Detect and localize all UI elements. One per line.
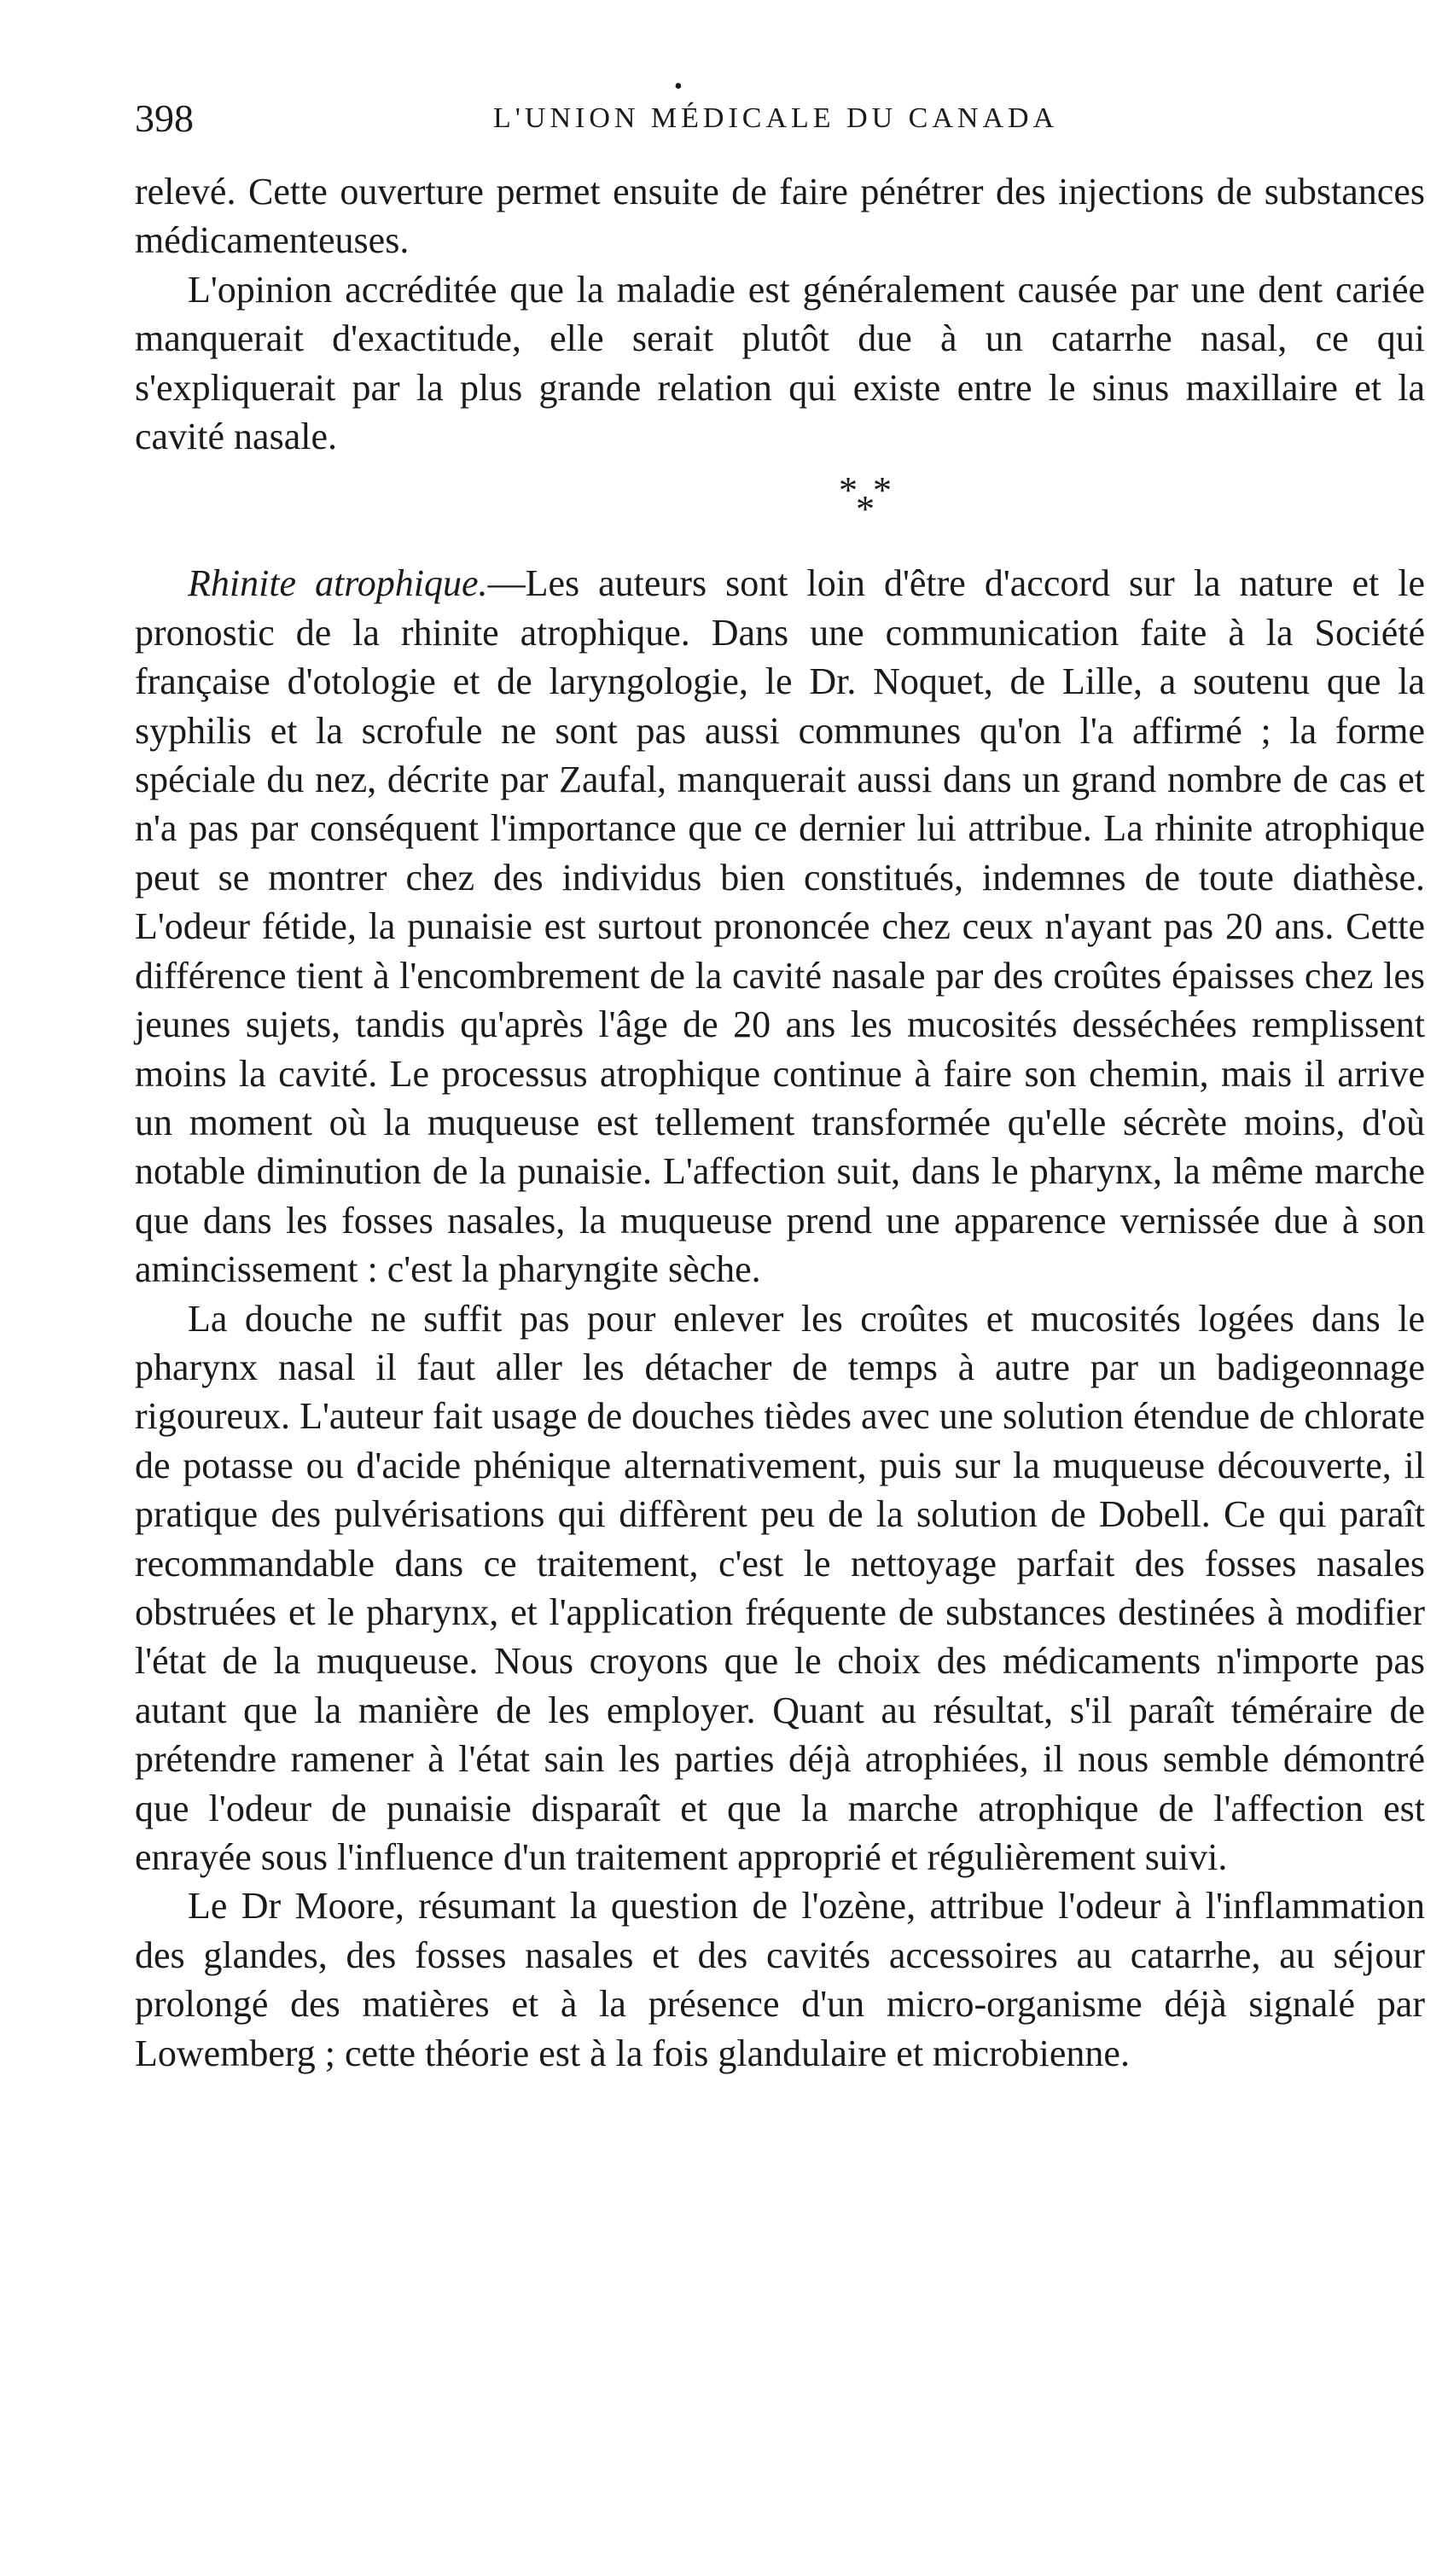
paragraph-continuation: relevé. Cette ouverture permet ensuite de faire pénétrer des injections de substances médicamenteuses. [135, 171, 1425, 262]
running-title: L'UNION MÉDICALE DU CANADA [493, 102, 1059, 134]
page-number: 398 [135, 96, 194, 140]
paragraph-rhinite-body: —Les auteurs sont loin d'être d'accord sur la nature et le pronostic de la rhinite atrophique. Dans une communication faite à la Société française d'otologie et de laryngologie, le Dr. Noquet, de Lille, a soutenu que la syphilis et la scrofule ne sont pas aussi communes qu'on l'a affirmé ; la forme spéciale du nez, décrite par Zaufal, manquerait aussi dans un grand nombre de cas et n'a pas par conséquent l'importance que ce dernier lui attribue. La rhinite atrophique peut se montrer chez des individus bien constitués, indemnes de toute diathèse. L'odeur fétide, la punaisie est surtout prononcée chez ceux n'ayant pas 20 ans. Cette différence tient à l'encombrement de la cavité nasale par des croûtes épaisses chez les jeunes sujets, tandis qu'après l'âge de 20 ans les mucosités desséchées remplissent moins la cavité. Le processus atrophique continue à faire son chemin, mais il arrive un moment où la muqueuse est tellement transformée qu'elle sécrète moins, d'où notable diminution de la punaisie. L'affection suit, dans le pharynx, la même marche que dans les fosses nasales, la muqueuse prend une apparence vernissée due à son amincissement : c'est la pharyngite sèche. [135, 562, 1425, 1291]
section-separator [135, 461, 1425, 559]
page-header [135, 73, 1432, 145]
header-ornament: • [674, 73, 683, 100]
section-run-in-heading: Rhinite atrophique. [188, 562, 488, 605]
paragraph-sinus-opinion: L'opinion accréditée que la maladie est généralement causée par une dent cariée manquerait d'exactitude, elle serait plutôt due à un catarrhe nasal, ce qui s'expliquerait par la plus grande relation qui existe entre le sinus maxillaire et la cavité nasale. [135, 268, 1425, 458]
paragraph-rhinite-atrophique [135, 559, 1425, 1294]
paragraph-dr-moore: Le Dr Moore, résumant la question de l'ozène, attribue l'odeur à l'inflammation des glandes, des fosses nasales et des cavités accessoires au catarrhe, au séjour prolongé des matières et à la présence d'un micro-organisme déjà signalé par Lowemberg ; cette théorie est à la fois glandulaire et microbienne. [135, 1885, 1425, 2074]
separator-star: * [839, 469, 858, 512]
separator-star: * [856, 488, 875, 531]
body-text [135, 167, 1425, 2078]
paragraph-treatment: La douche ne suffit pas pour enlever les croûtes et mucosités logées dans le pharynx nasal il faut aller les détacher de temps à autre par un badigeonnage rigoureux. L'auteur fait usage de douches tièdes avec une solution étendue de chlorate de potasse ou d'acide phénique alternativement, puis sur la muqueuse découverte, il pratique des pulvérisations qui diffèrent peu de la solution de Dobell. Ce qui paraît recommandable dans ce traitement, c'est le nettoyage parfait des fosses nasales obstruées et le pharynx, et l'application fréquente de substances destinées à modifier l'état de la muqueuse. Nous croyons que le choix des médicaments n'importe pas autant que la manière de les employer. Quant au résultat, s'il paraît téméraire de prétendre ramener à l'état sain les parties déjà atrophiées, il nous semble démontré que l'odeur de punaisie disparaît et que la marche atrophique de l'affection est enrayée sous l'influence d'un traitement approprié et régulièrement suivi. [135, 1297, 1425, 1878]
separator-star: * [873, 469, 892, 512]
